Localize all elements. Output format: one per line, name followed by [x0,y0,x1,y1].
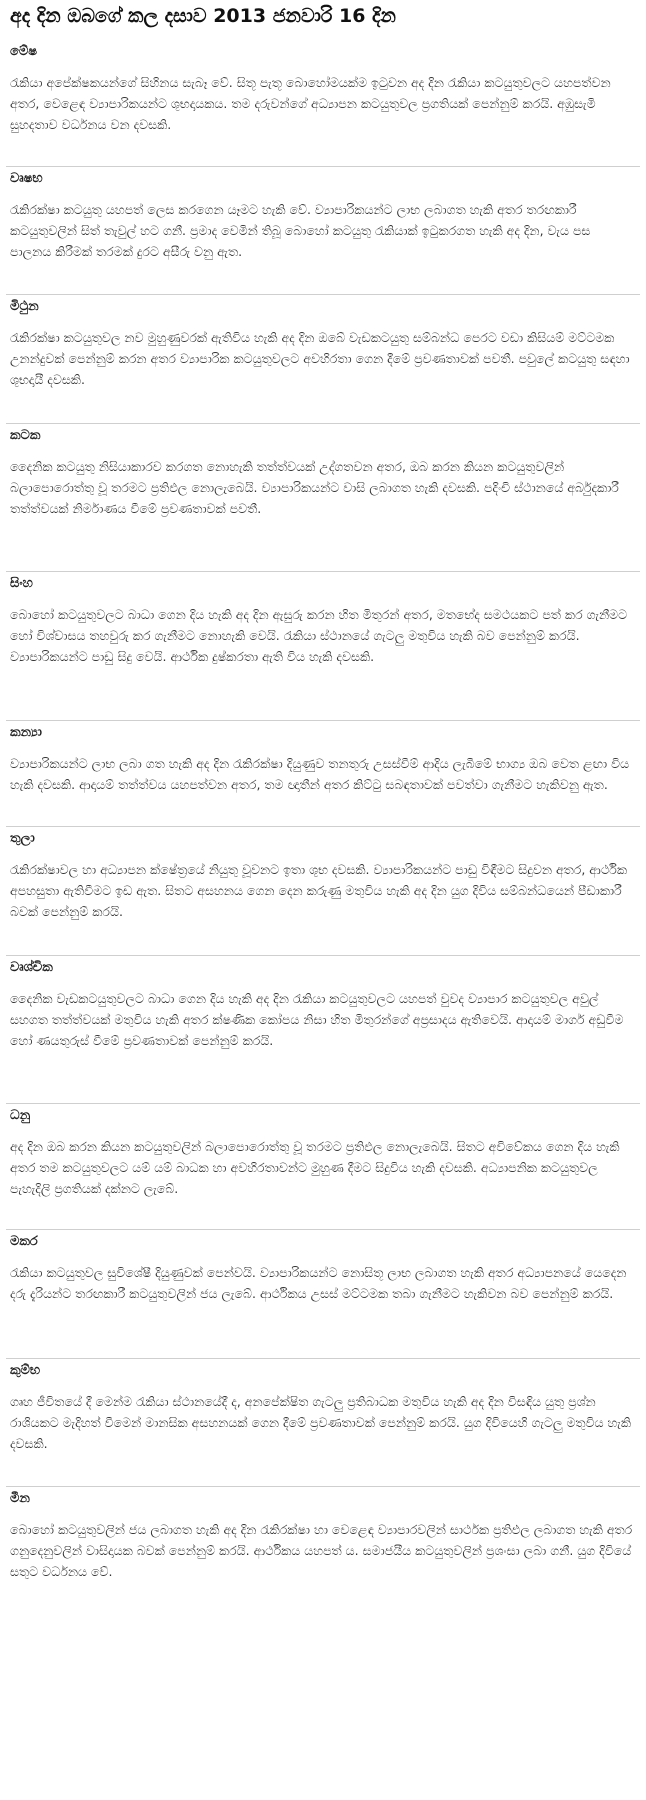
sign-section-dhanu [6,1104,640,1229]
sign-name: මකර [10,1234,38,1249]
sign-text: දෛනික වැඩකටයුතුවලට බාධා ගෙන දිය හැකි අද දින රැකියා කටයුතුවලට යහපත් වුවද ව්‍යාපාර කටයුතුවල අවුල් සහගත තත්ත්වයක් මතුවිය හැකි අතර ක්ෂණික කෝපය නිසා හිත මිතුරන්ගේ අප්‍රසාදය ඇතිවෙයි. ආදායම් මාර්ග අඩුවීම හෝ ණයතුරුස් වීමේ ප්‍රවණතාවක් පෙන්නුම් කරයි. [10,991,624,1048]
sign-name: තුලා [10,831,35,846]
sign-section-makara [6,1230,640,1358]
sign-name: කන්‍යා [10,725,42,740]
sign-section-vrushchika [6,956,640,1103]
page-title: අද දින ඔබගේ කල දසාව 2013 ජනවාරි 16 දින [10,5,396,27]
sign-section-kanya [6,721,640,826]
sign-text: අද දින ඔබ කරන කියන කටයුතුවලින් බලාපොරොත්තු වූ තරමට ප්‍රතිඵල නොලැබෙයි. සිතට අවිවේකය ගෙන දිය හැකි අතර තම කටයුතුවලට යම් යම් බාධක හා අවහිරතාවන්ට මුහුණ දීමට සිදුවිය හැකි දවසකි. අධ්‍යාපනික කටයුතුවල පැහැදිලි ප්‍රගතියක් දක්නට ලැබේ. [10,1139,620,1196]
sign-name: වෘශ්චික [10,960,53,975]
sign-name: කටක [10,428,41,443]
sign-text: ගෘහ ජීවිතයේ දී මෙන්ම රැකියා ස්ථානයේදී ද, අනපේක්ෂිත ගැටලු ප්‍රතිබාධක මතුවිය හැකි අද දින විසඳිය යුතු ප්‍රශ්න රාශියකට මැදිහත් වීමෙන් මානසික අසහනයක් ගෙන දීමේ ප්‍රවණතාවක් පෙන්නුම් කරයි. යුග දිවියෙහි ගැටලු මතුවිය හැකි දවසකි. [10,1394,632,1451]
sign-section-kumbha [6,1359,640,1486]
sign-text: රැකිරක්ෂාවල හා අධ්‍යාපන ක්ෂේත්‍රයේ නියුතු වූවනට ඉතා ශුභ දවසකි. ව්‍යාපාරිකයන්ට පාඩු විඳීමට සිදුවන අතර, ආර්ථික අපහසුතා ඇතිවීමට ඉඩ ඇත. සිතට අසහනය ගෙන දෙන කරුණු මතුවිය හැකි අද දින යුග දිවිය සම්බන්ධයෙන් පීඩාකාරී බවක් පෙන්නුම් කරයි. [10,862,627,919]
sign-section-kataka [6,424,640,571]
sign-name: මිථුන [10,299,39,314]
sign-section-thula [6,827,640,955]
sign-name: වෘෂභ [10,171,43,186]
sign-text: බොහෝ කටයුතුවලට බාධා ගෙන දිය හැකි අද දින ඇසුරු කරන හිත මිතුරන් අතර, මතභේද සමථයකට පත් කර ගැනීමට හෝ විශ්වාසය තහවුරු කර ගැනීමට නොහැකි වෙයි. රැකියා ස්ථානයේ ගැටලු මතුවිය හැකි බව පෙන්නුම් කරයි. ව්‍යාපාරිකයන්ට පාඩු සිදු වෙයි. ආර්ථික දුෂ්කරතා ඇති විය හැකි දවසකි. [10,607,628,664]
sign-name: මීන [10,1491,30,1506]
sign-text: බොහෝ කටයුතුවලින් ජය ලබාගත හැකි අද දින රැකිරක්ෂා හා වෙළෙඳ ව්‍යාපාරවලින් සාර්ථක ප්‍රතිඵල ලබාගත හැකි අතර ගනුදෙනුවලින් වාසිදායක බවක් පෙන්නුම් කරයි. ආර්ථිකය යහපත් ය. සමාජයීය කටයුතුවලින් ප්‍රශංසා ලබා ගනී. යුග දිවියේ සතුට වර්ධනය වේ. [10,1522,633,1579]
sign-text: රැකියා අපේක්ෂකයන්ගේ සිහිනය සැබෑ වේ. සිතූ පැතූ බොහෝමයක්ම ඉටුවන අද දින රැකියා කටයුතුවලට යහපත්වන අතර, වෙළෙඳ ව්‍යාපාරිකයන්ට ශුභදායකය. තම දරුවන්ගේ අධ්‍යාපන කටයුතුවල ප්‍රගතියක් පෙන්නුම් කරයි. අඹුසැමි සුහදතාව වර්ධනය වන දවසකි. [10,75,611,132]
sign-text: දෛනික කටයුතු නිසියාකාරව කරගත නොහැකි තත්ත්වයක් උද්ගතවන අතර, ඔබ කරන කියන කටයුතුවලින් බලාපොරොත්තු වූ තරමට ප්‍රතිඵල නොලැබෙයි. ව්‍යාපාරිකයන්ට වාසි ලබාගත හැකි දවසකි. පදිංචි ස්ථානයේ අර්බුදකාරී තත්ත්වයක් නිර්මාණය වීමේ ප්‍රවණතාවක් පවතී. [10,459,619,516]
sign-text: රැකිරක්ෂා කටයුතු යහපත් ලෙස කරගෙන යෑමට හැකි වේ. ව්‍යාපාරිකයන්ට ලාභ ලබාගත හැකි අතර තරඟකාරී කටයුතුවලින් සිත් තැවුල් හට ගනී. ප්‍රමාද වෙමින් තිබූ බොහෝ කටයුතු රැකියාක් ඉටුකරගත හැකි අද දින, වැය පස පාලනය කිරීමක් තරමක් දුරට අසීරු වනු ඇත. [10,202,591,259]
sign-text: රැකියා කටයුතුවල සුවිශේෂී දියුණුවක් පෙන්වයි. ව්‍යාපාරිකයන්ට නොසිතූ ලාභ ලබාගත හැකි අතර අධ්‍යාපනයේ යෙදෙන දරු දැරියන්ට තරඟකාරී කටයුතුවලින් ජය ලැබේ. ආර්ථිකය උසස් මට්ටමක තබා ගැනීමට හැකිවන බව පෙන්නුම් කරයි. [10,1265,627,1301]
sign-name: කුම්භ [10,1363,41,1378]
sign-section-vrushabha [6,167,640,294]
sign-section-meena [6,1487,640,1637]
sign-name: ධනු [10,1108,31,1123]
sign-section-simha [6,572,640,720]
sign-text: රැකිරක්ෂා කටයුතුවල නව මුහුණුවරක් ඇතිවිය හැකි අද දින ඔබේ වැඩකටයුතු සම්බන්ධ පෙරට වඩා කිසියම් මට්ටමක උනන්දුවක් පෙන්නුම් කරන අතර ව්‍යාපාරික කටයුතුවලට අවහිරතා ගෙන දීමේ ප්‍රවණතාවක් පවතී. පවුලේ කටයුතු සඳහා ශුභදායී දවසකි. [10,330,630,387]
sign-name: සිංහ [10,576,33,591]
sign-section-mithuna [6,295,640,423]
sign-section-mesha [6,40,640,166]
sign-name: මේෂ [10,44,38,59]
sign-text: ව්‍යාපාරිකයන්ට ලාභ ලබා ගත හැකි අද දින රැකිරක්ෂා දියුණුව තනතුරු උසස්වීම් ආදිය ලැබීමේ භාග්‍ය ඔබ වෙත ළඟා විය හැකි දවසකි. ආදායම් තත්ත්වය යහපත්වන අතර, තම ඥාතීන් අතර කිට්ටු සබඳතාවක් පවත්වා ගැනීමට හැකිවනු ඇත. [10,756,630,792]
